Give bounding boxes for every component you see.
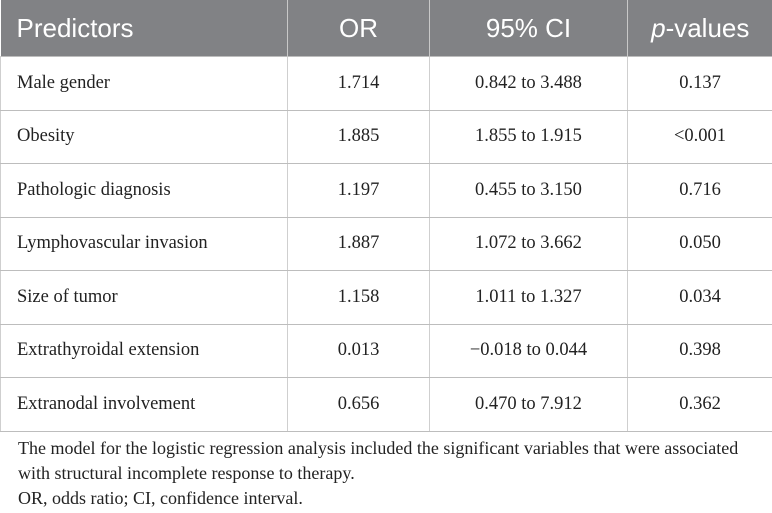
cell-p: 0.398 (628, 324, 772, 378)
header-row (1, 0, 772, 57)
table-row (1, 271, 772, 325)
cell-ci: 0.842 to 3.488 (430, 57, 628, 111)
cell-ci: 1.011 to 1.327 (430, 271, 628, 325)
table-body (1, 57, 772, 432)
cell-ci: 1.855 to 1.915 (430, 110, 628, 164)
table-row (1, 378, 772, 432)
cell-p: 0.137 (628, 57, 772, 111)
cell-predictor: Obesity (1, 110, 288, 164)
header-predictors: Predictors (1, 0, 288, 57)
table-footnote (18, 436, 763, 511)
cell-p: 0.050 (628, 217, 772, 271)
cell-predictor: Extrathyroidal extension (1, 324, 288, 378)
header-p-values (628, 0, 772, 57)
footnote-model-description: The model for the logistic regression analysis included the significant variables that were associated with structural incomplete response to therapy. (18, 438, 739, 483)
cell-ci: 0.470 to 7.912 (430, 378, 628, 432)
cell-or: 1.714 (288, 57, 430, 111)
cell-predictor: Extranodal involvement (1, 378, 288, 432)
cell-predictor: Male gender (1, 57, 288, 111)
cell-ci: 0.455 to 3.150 (430, 164, 628, 218)
cell-p: <0.001 (628, 110, 772, 164)
cell-p: 0.716 (628, 164, 772, 218)
header-p-italic: p (651, 12, 666, 43)
footnote-abbreviations: OR, odds ratio; CI, confidence interval. (18, 488, 303, 508)
table-row (1, 324, 772, 378)
cell-or: 0.656 (288, 378, 430, 432)
table-header (1, 0, 772, 57)
table-row (1, 164, 772, 218)
cell-ci: −0.018 to 0.044 (430, 324, 628, 378)
cell-p: 0.034 (628, 271, 772, 325)
cell-or: 0.013 (288, 324, 430, 378)
cell-or: 1.885 (288, 110, 430, 164)
table-row (1, 217, 772, 271)
cell-ci: 1.072 to 3.662 (430, 217, 628, 271)
cell-or: 1.887 (288, 217, 430, 271)
cell-predictor: Pathologic diagnosis (1, 164, 288, 218)
header-ci: 95% CI (430, 0, 628, 57)
cell-or: 1.158 (288, 271, 430, 325)
header-or: OR (288, 0, 430, 57)
cell-p: 0.362 (628, 378, 772, 432)
table-row (1, 110, 772, 164)
cell-predictor: Lymphovascular invasion (1, 217, 288, 271)
cell-predictor: Size of tumor (1, 271, 288, 325)
cell-or: 1.197 (288, 164, 430, 218)
header-p-rest: -values (665, 12, 750, 43)
table-row (1, 57, 772, 111)
